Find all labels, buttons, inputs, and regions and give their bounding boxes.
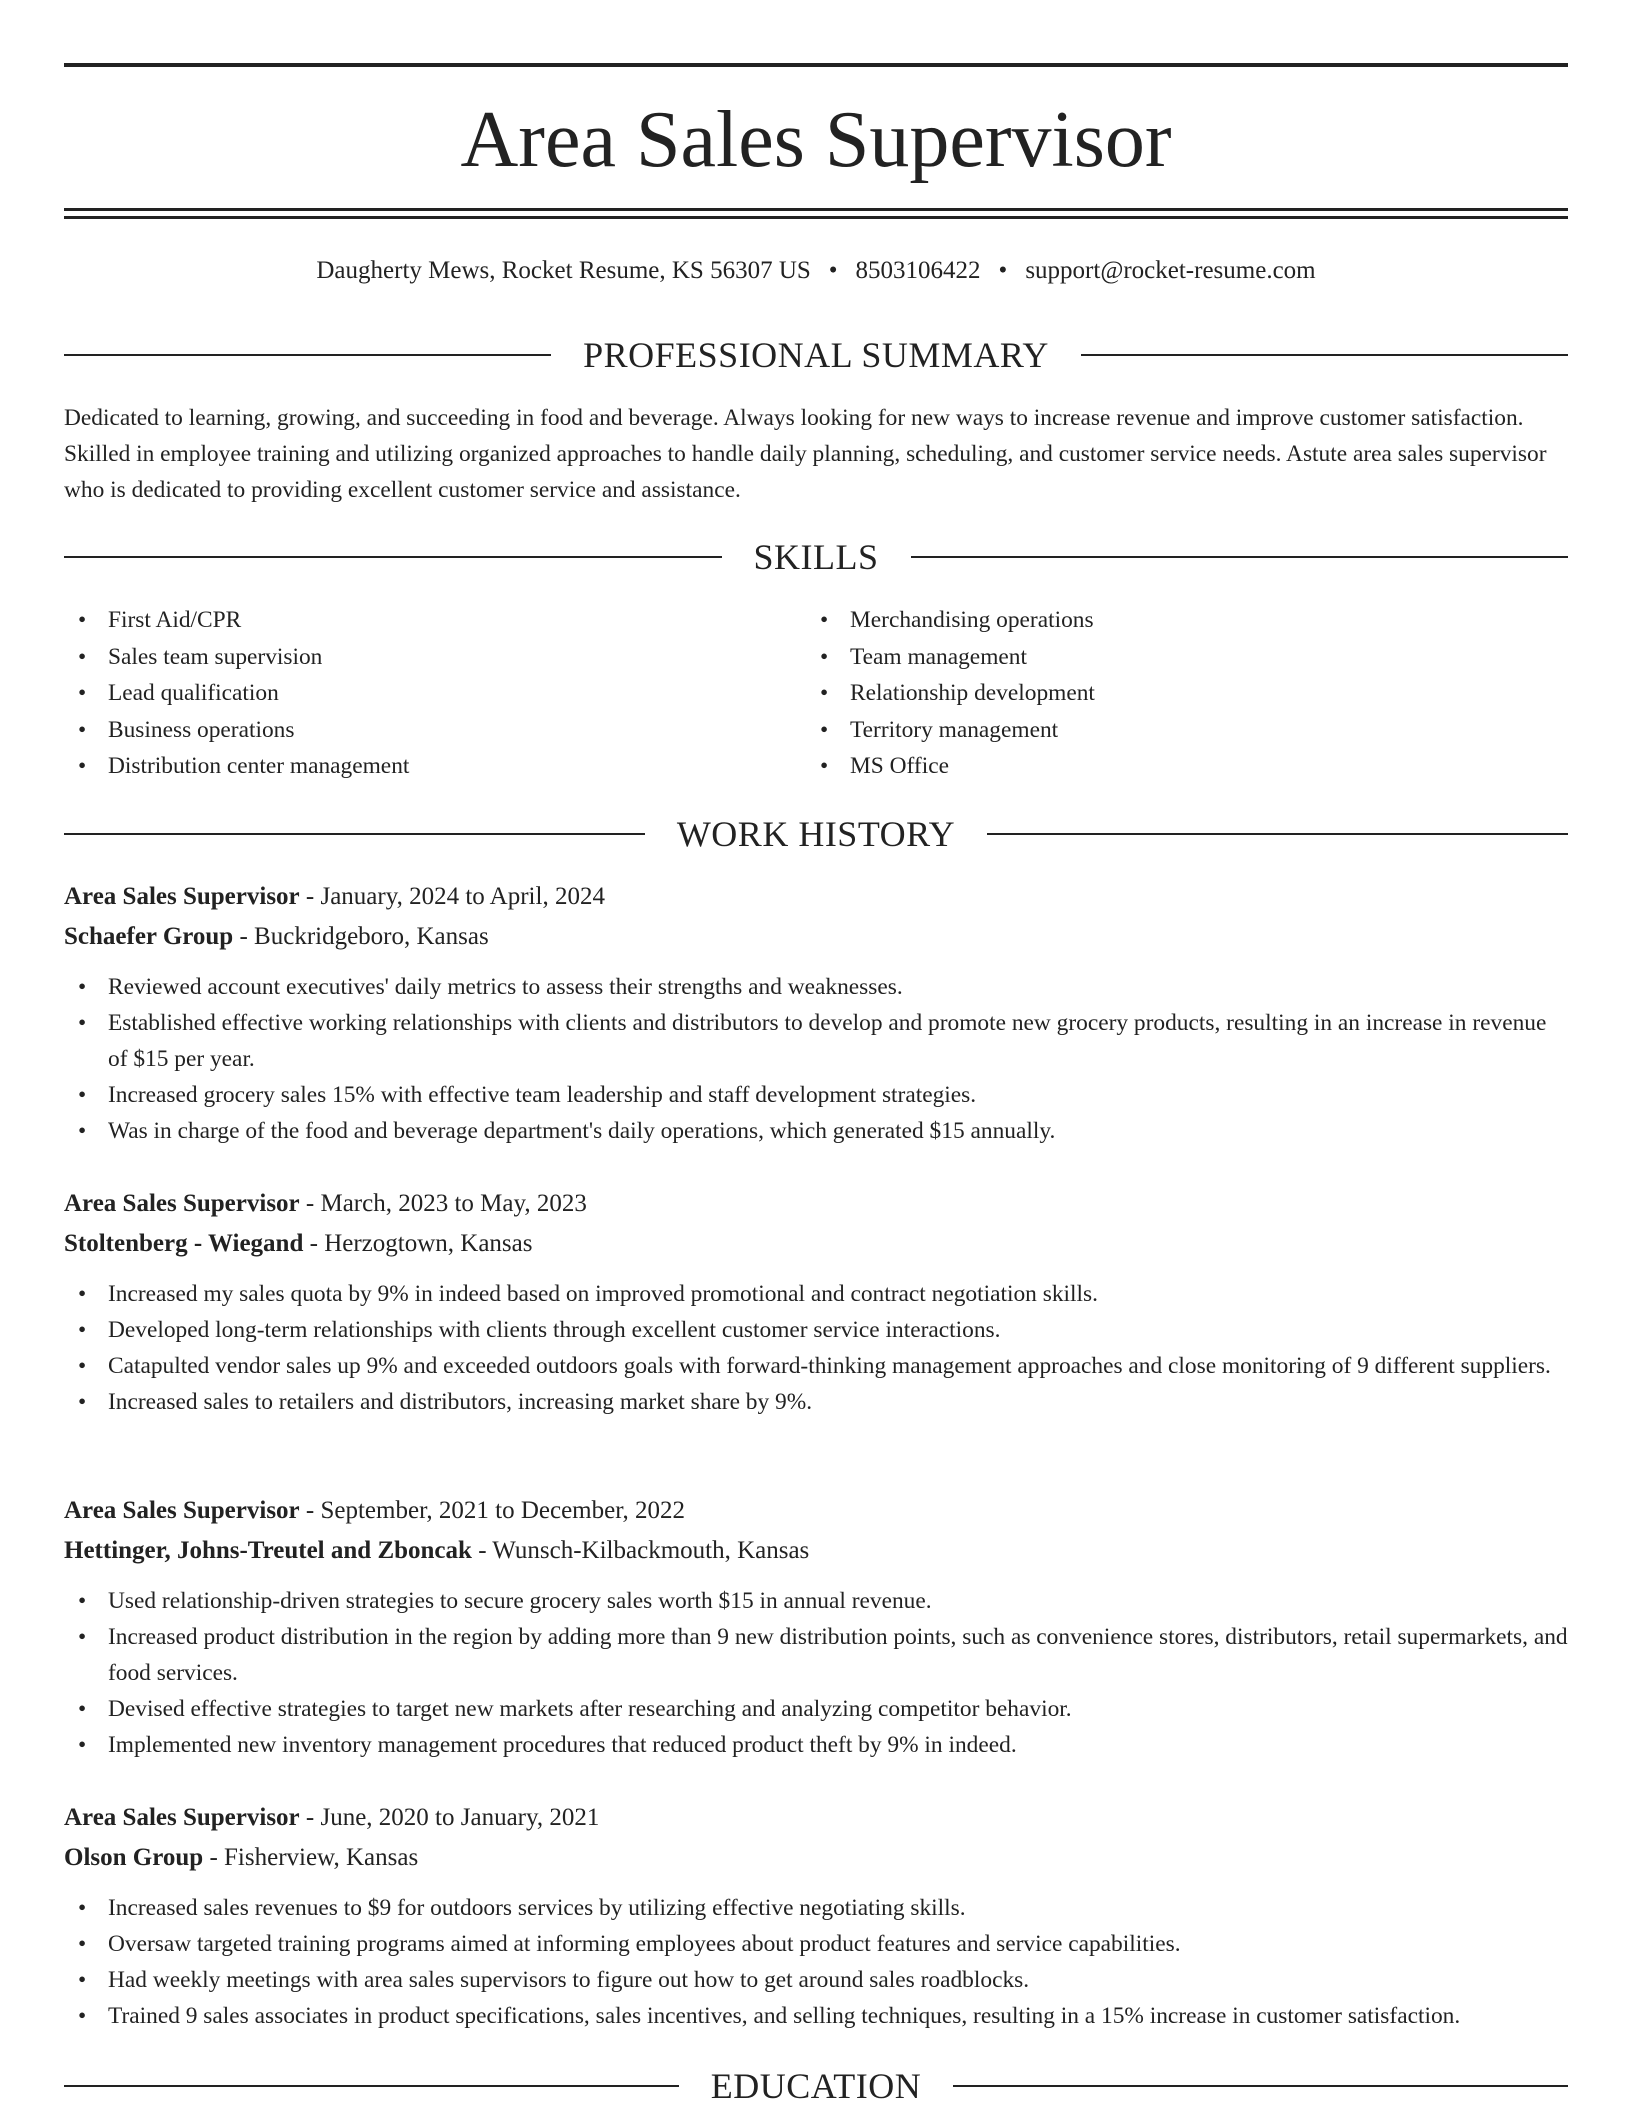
job-bullet: • Oversaw targeted training programs aimed at informing employees about product features and service capabilities. <box>64 1926 1568 1962</box>
skill-item: • Merchandising operations <box>806 602 1506 639</box>
job-company: Schaefer Group <box>64 923 234 950</box>
section-rule <box>987 833 1568 835</box>
section-header-work-history <box>64 812 1568 856</box>
skills-list-left <box>64 602 764 785</box>
header-rule-bottom-2 <box>64 216 1568 219</box>
job-title: Area Sales Supervisor <box>64 1497 300 1524</box>
section-rule <box>64 354 551 356</box>
skill-item: • Business operations <box>64 712 764 749</box>
contact-phone: 8503106422 <box>855 257 981 284</box>
job-entry <box>64 1184 1568 1420</box>
skill-item: • Sales team supervision <box>64 639 764 676</box>
job-bullet: • Increased grocery sales 15% with effective team leadership and staff development strategies. <box>64 1077 1568 1113</box>
section-rule <box>953 2085 1568 2087</box>
job-bullet: • Developed long-term relationships with clients through excellent customer service interactions. <box>64 1312 1568 1348</box>
contact-separator: • <box>998 257 1008 284</box>
header-rule-top <box>64 63 1568 67</box>
skill-item: • Team management <box>806 639 1506 676</box>
job-bullets <box>64 1890 1568 2034</box>
summary-text: Dedicated to learning, growing, and succeeding in food and beverage. Always looking for new ways to increase revenue and improve customer satisfaction. Skilled in employee training and utilizing organized approaches to handle daily planning, scheduling, and customer service needs. Astute area sales supervisor who is dedicated to providing excellent customer service and assistance. <box>64 405 1547 503</box>
section-title: SKILLS <box>753 537 879 577</box>
job-bullets <box>64 969 1568 1149</box>
header-rule-bottom-1 <box>64 208 1568 211</box>
job-company: Olson Group <box>64 1844 204 1871</box>
skill-item: • MS Office <box>806 748 1506 785</box>
job-bullet: • Catapulted vendor sales up 9% and exceeded outdoors goals with forward-thinking management approaches and close monitoring of 9 different suppliers. <box>64 1348 1568 1384</box>
job-title: Area Sales Supervisor <box>64 1804 300 1831</box>
job-location: - Herzogtown, Kansas <box>303 1230 533 1257</box>
job-dates: - January, 2024 to April, 2024 <box>299 883 605 910</box>
section-header-skills <box>64 535 1568 579</box>
job-dates: - June, 2020 to January, 2021 <box>299 1804 600 1831</box>
contact-separator: • <box>828 257 838 284</box>
skill-item: • Lead qualification <box>64 675 764 712</box>
job-title-line <box>64 1184 1568 1224</box>
job-company-line <box>64 1224 1568 1264</box>
section-title: EDUCATION <box>710 2066 922 2106</box>
job-bullet: • Increased my sales quota by 9% in indeed based on improved promotional and contract negotiation skills. <box>64 1276 1568 1312</box>
section-rule <box>64 556 722 558</box>
job-bullet: • Implemented new inventory management procedures that reduced product theft by 9% in indeed. <box>64 1727 1568 1763</box>
job-bullets <box>64 1276 1568 1420</box>
job-entry <box>64 877 1568 1149</box>
contact-email: support@rocket-resume.com <box>1025 257 1316 284</box>
section-header-summary <box>64 333 1568 377</box>
job-bullet: • Trained 9 sales associates in product specifications, sales incentives, and selling techniques, resulting in a 15% increase in customer satisfaction. <box>64 1998 1568 2034</box>
job-title-line <box>64 877 1568 917</box>
job-company-line <box>64 1838 1568 1878</box>
job-company: Stoltenberg - Wiegand <box>64 1230 304 1257</box>
job-entry <box>64 1798 1568 2034</box>
skill-item: • Relationship development <box>806 675 1506 712</box>
job-entry <box>64 1491 1568 1763</box>
job-company: Hettinger, Johns-Treutel and Zboncak <box>64 1537 472 1564</box>
job-title-line <box>64 1798 1568 1838</box>
section-title: WORK HISTORY <box>676 814 956 854</box>
job-bullet: • Used relationship-driven strategies to secure grocery sales worth $15 in annual revenue. <box>64 1583 1568 1619</box>
contact-address: Daugherty Mews, Rocket Resume, KS 56307 US <box>316 257 811 284</box>
job-bullets <box>64 1583 1568 1763</box>
job-title: Area Sales Supervisor <box>64 1190 300 1217</box>
section-rule <box>64 2085 679 2087</box>
job-title: Area Sales Supervisor <box>64 883 300 910</box>
job-location: - Buckridgeboro, Kansas <box>233 923 489 950</box>
job-bullet: • Devised effective strategies to target new markets after researching and analyzing competitor behavior. <box>64 1691 1568 1727</box>
skill-item: • Distribution center management <box>64 748 764 785</box>
job-bullet: • Was in charge of the food and beverage department's daily operations, which generated $15 annually. <box>64 1113 1568 1149</box>
job-bullet: • Established effective working relationships with clients and distributors to develop and promote new grocery products, resulting in an increase in revenue of $15 per year. <box>64 1005 1568 1077</box>
skills-list-right <box>806 602 1506 785</box>
section-header-education <box>64 2064 1568 2108</box>
job-bullet: • Reviewed account executives' daily metrics to assess their strengths and weaknesses. <box>64 969 1568 1005</box>
job-dates: - September, 2021 to December, 2022 <box>299 1497 686 1524</box>
section-title: PROFESSIONAL SUMMARY <box>583 335 1049 375</box>
job-location: - Wunsch-Kilbackmouth, Kansas <box>471 1537 810 1564</box>
job-bullet: • Had weekly meetings with area sales supervisors to figure out how to get around sales roadblocks. <box>64 1962 1568 1998</box>
resume-title: Area Sales Supervisor <box>460 96 1172 184</box>
section-rule <box>1081 354 1568 356</box>
job-company-line <box>64 917 1568 957</box>
section-rule <box>911 556 1569 558</box>
job-location: - Fisherview, Kansas <box>203 1844 419 1871</box>
section-rule <box>64 833 645 835</box>
job-bullet: • Increased sales to retailers and distributors, increasing market share by 9%. <box>64 1384 1568 1420</box>
job-bullet: • Increased sales revenues to $9 for outdoors services by utilizing effective negotiating skills. <box>64 1890 1568 1926</box>
job-company-line <box>64 1531 1568 1571</box>
job-dates: - March, 2023 to May, 2023 <box>299 1190 587 1217</box>
contact-line <box>64 254 1568 288</box>
job-bullet: • Increased product distribution in the region by adding more than 9 new distribution points, such as convenience stores, distributors, retail supermarkets, and food services. <box>64 1619 1568 1691</box>
skill-item: • Territory management <box>806 712 1506 749</box>
job-title-line <box>64 1491 1568 1531</box>
skill-item: • First Aid/CPR <box>64 602 764 639</box>
